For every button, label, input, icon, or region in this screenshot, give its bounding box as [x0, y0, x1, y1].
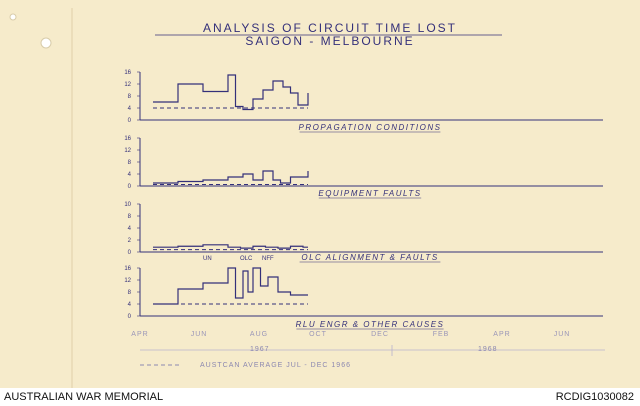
- legend-label: AUSTCAN AVERAGE JUL - DEC 1966: [200, 362, 351, 369]
- panel-title: OLC ALIGNMENT & FAULTS: [301, 253, 439, 262]
- panel-title: EQUIPMENT FAULTS: [318, 189, 422, 198]
- x-tick-label: JUN: [190, 331, 208, 338]
- y-tick-label: 12: [124, 82, 131, 88]
- y-tick-label: 16: [124, 136, 131, 142]
- panel-title: PROPAGATION CONDITIONS: [298, 123, 442, 132]
- annotation-label: OLC: [240, 256, 253, 262]
- y-tick-label: 4: [127, 226, 131, 232]
- x-tick-label: AUG: [249, 331, 269, 338]
- panels-group: [124, 70, 603, 329]
- x-tick-label: OCT: [309, 331, 327, 338]
- y-tick-label: 16: [124, 266, 131, 272]
- y-tick-label: 8: [127, 214, 131, 220]
- y-tick-label: 0: [127, 314, 131, 320]
- annotation-group: [203, 256, 274, 262]
- series-line: [153, 75, 308, 110]
- year-label-1968: 1968: [478, 346, 498, 353]
- y-tick-label: 0: [127, 184, 131, 190]
- panel-1: [124, 70, 603, 132]
- footer-credit: AUSTRALIAN WAR MEMORIAL: [4, 391, 164, 403]
- binder-hole: [41, 38, 51, 48]
- annotation-label: NFF: [262, 256, 274, 262]
- y-tick-label: 12: [124, 148, 131, 154]
- x-axis: [131, 331, 570, 338]
- panel-3: [124, 202, 603, 262]
- chart-title: ANALYSIS OF CIRCUIT TIME LOST: [202, 21, 458, 35]
- x-tick-label: JUN: [553, 331, 571, 338]
- y-tick-label: 4: [127, 106, 131, 112]
- panel-2: [124, 136, 603, 198]
- y-tick-label: 16: [124, 70, 131, 76]
- y-tick-label: 8: [127, 94, 131, 100]
- series-line: [153, 245, 308, 248]
- x-tick-label: DEC: [371, 331, 389, 338]
- series-line: [153, 171, 308, 183]
- footer-catalog-id: RCDIG1030082: [555, 391, 634, 403]
- panel-4: [124, 266, 603, 329]
- y-tick-label: 8: [127, 160, 131, 166]
- y-tick-label: 10: [124, 202, 131, 208]
- binder-hole: [10, 14, 16, 20]
- y-tick-label: 0: [127, 250, 131, 256]
- y-tick-label: 4: [127, 172, 131, 178]
- y-tick-label: 2: [127, 238, 131, 244]
- y-tick-label: 8: [127, 290, 131, 296]
- chart-subtitle: SAIGON - MELBOURNE: [245, 34, 415, 48]
- series-line: [153, 268, 308, 304]
- x-tick-label: APR: [131, 331, 149, 338]
- panel-title: RLU ENGR & OTHER CAUSES: [295, 320, 445, 329]
- y-tick-label: 12: [124, 278, 131, 284]
- x-tick-label: APR: [493, 331, 511, 338]
- footer-bar: [0, 388, 640, 406]
- y-tick-label: 4: [127, 302, 131, 308]
- x-tick-label: FEB: [432, 331, 450, 338]
- year-label-1967: 1967: [250, 346, 270, 353]
- y-tick-label: 0: [127, 118, 131, 124]
- annotation-label: UN: [203, 256, 212, 262]
